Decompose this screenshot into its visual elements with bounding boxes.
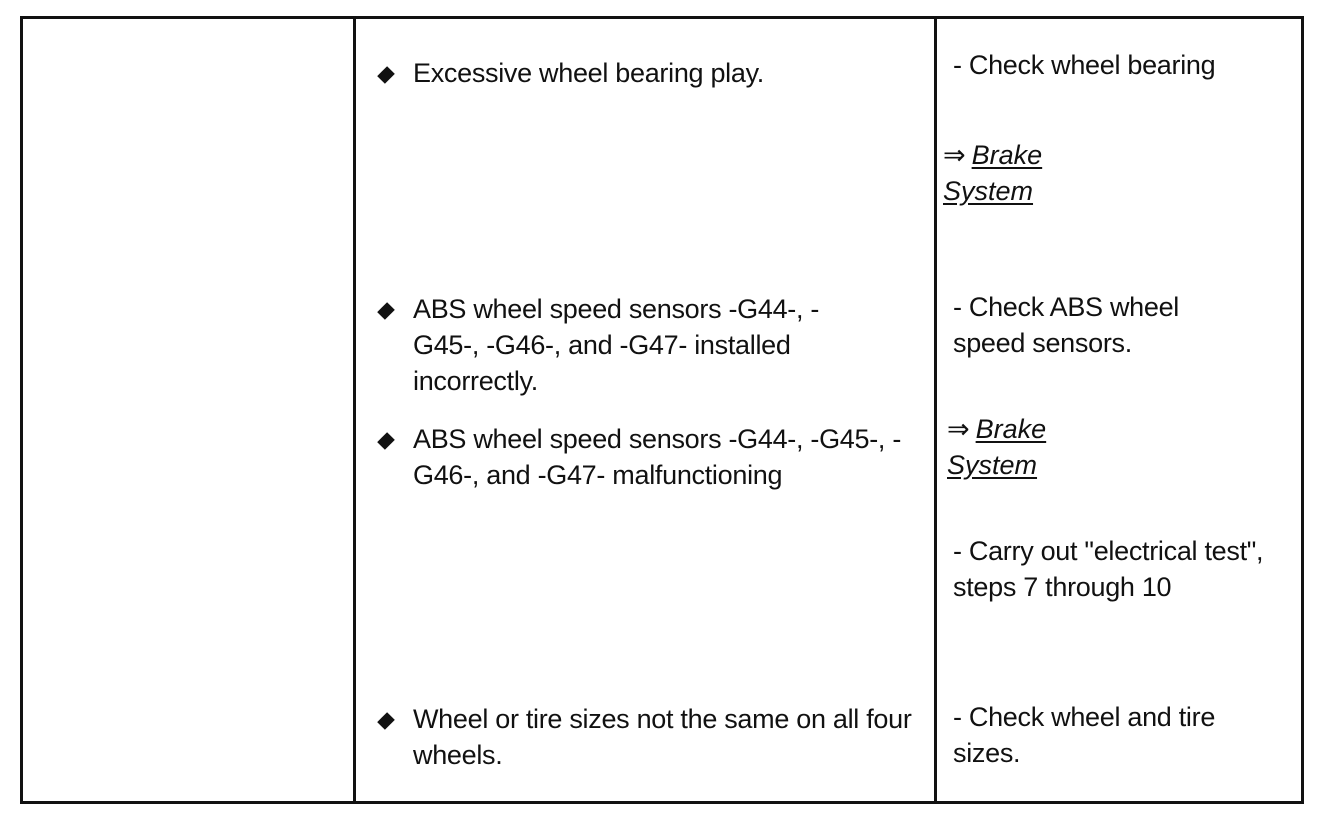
reference-arrow-icon: ⇒ <box>943 140 966 170</box>
brake-link[interactable]: Brake <box>975 414 1047 444</box>
cause-text: ABS wheel speed sensors -G44-, -G45-, -G46-, and -G47- malfunctioning <box>413 424 902 490</box>
cause-text: Excessive wheel bearing play. <box>413 58 764 88</box>
reference-arrow-icon: ⇒ <box>947 414 970 444</box>
column-divider-2 <box>934 19 937 801</box>
diamond-bullet-icon <box>377 66 395 84</box>
cause-item <box>375 291 875 399</box>
cause-text: Wheel or tire sizes not the same on all four wheels. <box>413 704 912 770</box>
cause-text: ABS wheel speed sensors -G44-, -G45-, -G46-, and -G47- installed incorrectly. <box>413 294 820 396</box>
remedy-text: - Check wheel and tire sizes. <box>953 702 1216 768</box>
remedy-text: - Check ABS wheel speed sensors. <box>953 292 1180 358</box>
system-link[interactable]: System <box>943 176 1034 206</box>
diamond-bullet-icon <box>377 712 395 730</box>
column-divider-1 <box>353 19 356 801</box>
cause-item <box>375 701 915 773</box>
troubleshooting-table <box>20 16 1304 804</box>
brake-system-reference[interactable] <box>943 137 1303 209</box>
diamond-bullet-icon <box>377 302 395 320</box>
cause-item <box>375 55 935 91</box>
system-link[interactable]: System <box>947 450 1038 480</box>
remedy-text: - Check wheel bearing <box>953 50 1216 80</box>
cause-item <box>375 421 915 493</box>
brake-link[interactable]: Brake <box>971 140 1043 170</box>
brake-system-reference[interactable] <box>947 411 1307 483</box>
remedy-text: - Carry out "electrical test", steps 7 through 10 <box>953 536 1264 602</box>
diamond-bullet-icon <box>377 432 395 450</box>
